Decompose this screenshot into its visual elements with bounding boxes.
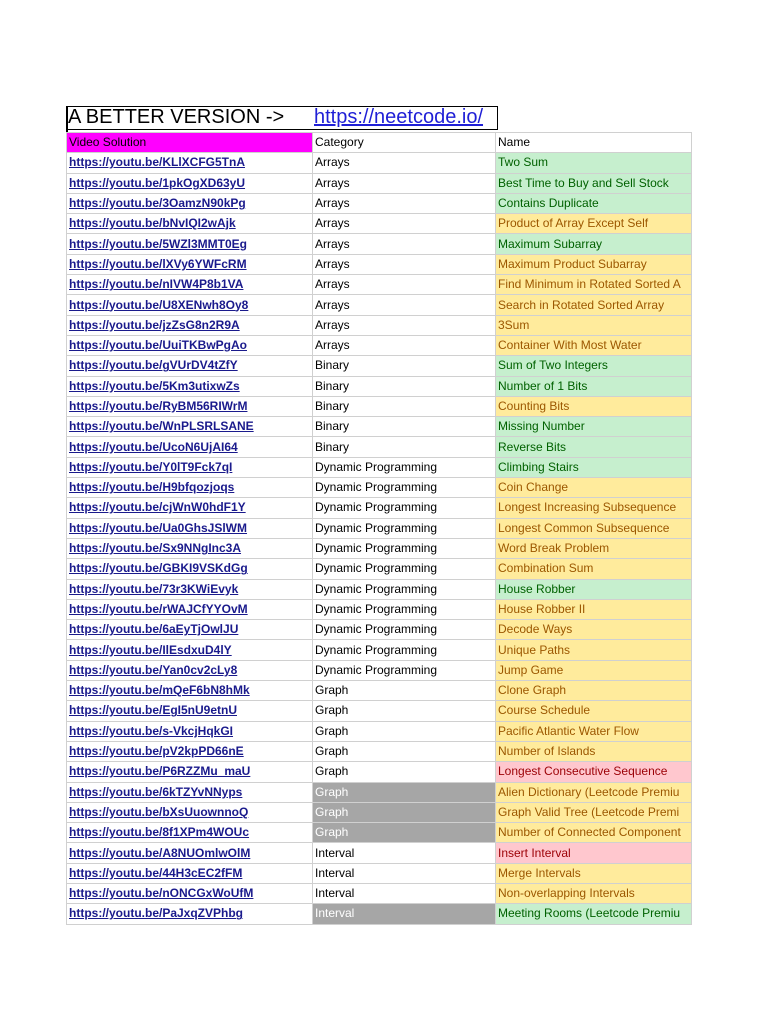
problem-name-cell[interactable]: Sum of Two Integers bbox=[496, 356, 692, 376]
video-solution-cell bbox=[67, 315, 313, 335]
video-solution-cell bbox=[67, 782, 313, 802]
category-cell[interactable]: Dynamic Programming bbox=[313, 538, 496, 558]
video-solution-cell bbox=[67, 883, 313, 903]
problem-name-cell[interactable]: Missing Number bbox=[496, 417, 692, 437]
category-cell[interactable]: Binary bbox=[313, 417, 496, 437]
video-solution-cell bbox=[67, 823, 313, 843]
video-solution-cell bbox=[67, 762, 313, 782]
category-cell[interactable]: Arrays bbox=[313, 173, 496, 193]
video-link[interactable]: https://youtu.be/Yan0cv2cLy8 bbox=[69, 662, 238, 677]
video-solution-cell bbox=[67, 863, 313, 883]
table-row bbox=[67, 457, 692, 477]
problem-name-cell[interactable]: Two Sum bbox=[496, 153, 692, 173]
category-cell[interactable]: Dynamic Programming bbox=[313, 559, 496, 579]
table-row bbox=[67, 559, 692, 579]
table-row bbox=[67, 376, 692, 396]
category-cell[interactable]: Graph bbox=[313, 823, 496, 843]
problem-name-cell[interactable]: House Robber bbox=[496, 579, 692, 599]
video-solution-cell bbox=[67, 802, 313, 822]
table-row bbox=[67, 498, 692, 518]
problem-name-cell[interactable]: Clone Graph bbox=[496, 681, 692, 701]
video-link[interactable]: https://youtu.be/Sx9NNgInc3A bbox=[69, 541, 242, 556]
problem-name-cell[interactable]: Container With Most Water bbox=[496, 335, 692, 355]
category-cell[interactable]: Dynamic Programming bbox=[313, 640, 496, 660]
video-link[interactable]: https://youtu.be/nIVW4P8b1VA bbox=[69, 277, 244, 292]
video-link[interactable]: https://youtu.be/IlEsdxuD4lY bbox=[69, 642, 232, 657]
table-row bbox=[67, 153, 692, 173]
category-cell[interactable]: Arrays bbox=[313, 153, 496, 173]
video-link[interactable]: https://youtu.be/73r3KWiEvyk bbox=[69, 581, 239, 596]
video-link[interactable]: https://youtu.be/cjWnW0hdF1Y bbox=[69, 500, 246, 515]
video-link[interactable]: https://youtu.be/8f1XPm4WOUc bbox=[69, 825, 250, 840]
table-row bbox=[67, 782, 692, 802]
video-link[interactable]: https://youtu.be/bXsUuownnoQ bbox=[69, 804, 249, 819]
video-solution-cell bbox=[67, 498, 313, 518]
video-solution-cell bbox=[67, 356, 313, 376]
video-link[interactable]: https://youtu.be/Y0lT9Fck7qI bbox=[69, 459, 233, 474]
table-row bbox=[67, 478, 692, 498]
video-link[interactable]: https://youtu.be/6aEyTjOwlJU bbox=[69, 622, 239, 637]
neetcode-link[interactable]: https://neetcode.io/ bbox=[314, 106, 484, 128]
problem-name-cell[interactable]: Number of Islands bbox=[496, 741, 692, 761]
problem-name-cell[interactable]: Longest Consecutive Sequence bbox=[496, 762, 692, 782]
video-solution-cell bbox=[67, 153, 313, 173]
video-solution-cell bbox=[67, 741, 313, 761]
video-link[interactable]: https://youtu.be/5WZl3MMT0Eg bbox=[69, 236, 247, 251]
video-solution-cell bbox=[67, 660, 313, 680]
table-row bbox=[67, 396, 692, 416]
problem-name-cell[interactable]: Alien Dictionary (Leetcode Premiu bbox=[496, 782, 692, 802]
video-solution-cell bbox=[67, 457, 313, 477]
problem-name-cell[interactable]: Search in Rotated Sorted Array bbox=[496, 295, 692, 315]
category-cell[interactable]: Dynamic Programming bbox=[313, 518, 496, 538]
category-cell[interactable]: Arrays bbox=[313, 335, 496, 355]
video-solution-cell bbox=[67, 173, 313, 193]
problems-table bbox=[66, 132, 692, 925]
problem-name-cell[interactable]: Coin Change bbox=[496, 478, 692, 498]
problem-name-cell[interactable]: Number of 1 Bits bbox=[496, 376, 692, 396]
table-row bbox=[67, 863, 692, 883]
category-cell[interactable]: Graph bbox=[313, 741, 496, 761]
header-row bbox=[67, 133, 692, 153]
video-solution-cell bbox=[67, 579, 313, 599]
category-cell[interactable]: Dynamic Programming bbox=[313, 620, 496, 640]
problem-name-cell[interactable]: Course Schedule bbox=[496, 701, 692, 721]
video-solution-cell bbox=[67, 234, 313, 254]
video-link[interactable]: https://youtu.be/pV2kpPD66nE bbox=[69, 744, 244, 759]
table-row bbox=[67, 721, 692, 741]
table-row bbox=[67, 640, 692, 660]
video-solution-cell bbox=[67, 620, 313, 640]
video-solution-cell bbox=[67, 335, 313, 355]
video-link[interactable]: https://youtu.be/rWAJCfYYOvM bbox=[69, 601, 248, 616]
category-cell[interactable]: Arrays bbox=[313, 315, 496, 335]
video-link[interactable]: https://youtu.be/U8XENwh8Oy8 bbox=[69, 297, 249, 312]
problem-name-cell[interactable]: Best Time to Buy and Sell Stock bbox=[496, 173, 692, 193]
video-solution-cell bbox=[67, 254, 313, 274]
table-row bbox=[67, 802, 692, 822]
category-cell[interactable]: Graph bbox=[313, 701, 496, 721]
problem-name-cell[interactable]: 3Sum bbox=[496, 315, 692, 335]
table-row bbox=[67, 823, 692, 843]
video-solution-cell bbox=[67, 478, 313, 498]
table-row bbox=[67, 356, 692, 376]
problem-name-cell[interactable]: Number of Connected Component bbox=[496, 823, 692, 843]
table-row bbox=[67, 437, 692, 457]
category-cell[interactable]: Binary bbox=[313, 376, 496, 396]
table-row bbox=[67, 620, 692, 640]
video-solution-cell bbox=[67, 640, 313, 660]
video-link[interactable]: https://youtu.be/A8NUOmlwOlM bbox=[69, 845, 251, 860]
problem-name-cell[interactable]: Non-overlapping Intervals bbox=[496, 883, 692, 903]
table-row bbox=[67, 660, 692, 680]
video-solution-cell bbox=[67, 681, 313, 701]
video-link[interactable]: https://youtu.be/s-VkcjHqkGI bbox=[69, 723, 234, 738]
video-link[interactable]: https://youtu.be/gVUrDV4tZfY bbox=[69, 358, 238, 373]
category-cell[interactable]: Binary bbox=[313, 356, 496, 376]
category-cell[interactable]: Arrays bbox=[313, 214, 496, 234]
category-cell[interactable]: Interval bbox=[313, 843, 496, 863]
table-row bbox=[67, 417, 692, 437]
video-solution-cell bbox=[67, 559, 313, 579]
category-cell[interactable]: Graph bbox=[313, 681, 496, 701]
category-cell[interactable]: Arrays bbox=[313, 254, 496, 274]
problem-name-cell[interactable]: Graph Valid Tree (Leetcode Premi bbox=[496, 802, 692, 822]
table-row bbox=[67, 741, 692, 761]
problem-name-cell[interactable]: Longest Increasing Subsequence bbox=[496, 498, 692, 518]
header-name[interactable]: Name bbox=[496, 133, 692, 153]
category-cell[interactable]: Graph bbox=[313, 762, 496, 782]
video-solution-cell bbox=[67, 721, 313, 741]
table-row bbox=[67, 254, 692, 274]
table-row bbox=[67, 275, 692, 295]
category-cell[interactable]: Dynamic Programming bbox=[313, 579, 496, 599]
problem-name-cell[interactable]: Jump Game bbox=[496, 660, 692, 680]
video-solution-cell bbox=[67, 843, 313, 863]
problem-name-cell[interactable]: Climbing Stairs bbox=[496, 457, 692, 477]
video-solution-cell bbox=[67, 417, 313, 437]
table-row bbox=[67, 315, 692, 335]
video-solution-cell bbox=[67, 904, 313, 924]
video-link[interactable]: https://youtu.be/KLlXCFG5TnA bbox=[69, 155, 245, 170]
table-row bbox=[67, 295, 692, 315]
category-cell[interactable]: Interval bbox=[313, 883, 496, 903]
category-cell[interactable]: Graph bbox=[313, 802, 496, 822]
video-link[interactable]: https://youtu.be/PaJxqZVPhbg bbox=[69, 906, 244, 921]
category-cell[interactable]: Arrays bbox=[313, 295, 496, 315]
category-cell[interactable]: Dynamic Programming bbox=[313, 498, 496, 518]
category-cell[interactable]: Graph bbox=[313, 782, 496, 802]
table-row bbox=[67, 214, 692, 234]
table-row bbox=[67, 518, 692, 538]
video-link[interactable]: https://youtu.be/Ua0GhsJSlWM bbox=[69, 520, 248, 535]
video-solution-cell bbox=[67, 193, 313, 213]
category-cell[interactable]: Arrays bbox=[313, 193, 496, 213]
video-solution-cell bbox=[67, 701, 313, 721]
header-category[interactable]: Category bbox=[313, 133, 496, 153]
table-row bbox=[67, 762, 692, 782]
video-link[interactable]: https://youtu.be/UuiTKBwPgAo bbox=[69, 338, 247, 353]
problem-name-cell[interactable]: Pacific Atlantic Water Flow bbox=[496, 721, 692, 741]
table-row bbox=[67, 234, 692, 254]
video-link[interactable]: https://youtu.be/6kTZYvNNyps bbox=[69, 784, 243, 799]
table-row bbox=[67, 681, 692, 701]
table-row bbox=[67, 883, 692, 903]
video-link[interactable]: https://youtu.be/mQeF6bN8hMk bbox=[69, 683, 250, 698]
video-solution-cell bbox=[67, 376, 313, 396]
video-solution-cell bbox=[67, 599, 313, 619]
category-cell[interactable]: Arrays bbox=[313, 275, 496, 295]
category-cell[interactable]: Interval bbox=[313, 904, 496, 924]
video-link[interactable]: https://youtu.be/bNvIQI2wAjk bbox=[69, 216, 236, 231]
video-link[interactable]: https://youtu.be/WnPLSRLSANE bbox=[69, 419, 254, 434]
problem-name-cell[interactable]: Word Break Problem bbox=[496, 538, 692, 558]
category-cell[interactable]: Dynamic Programming bbox=[313, 478, 496, 498]
video-link[interactable]: https://youtu.be/jzZsG8n2R9A bbox=[69, 317, 240, 332]
video-solution-cell bbox=[67, 275, 313, 295]
problem-name-cell[interactable]: Maximum Product Subarray bbox=[496, 254, 692, 274]
video-link[interactable]: https://youtu.be/EgI5nU9etnU bbox=[69, 703, 237, 718]
problem-name-cell[interactable]: Maximum Subarray bbox=[496, 234, 692, 254]
video-link[interactable]: https://youtu.be/44H3cEC2fFM bbox=[69, 865, 243, 880]
problem-name-cell[interactable]: Longest Common Subsequence bbox=[496, 518, 692, 538]
video-link[interactable]: https://youtu.be/5Km3utixwZs bbox=[69, 378, 240, 393]
problem-name-cell[interactable]: House Robber II bbox=[496, 599, 692, 619]
problem-name-cell[interactable]: Contains Duplicate bbox=[496, 193, 692, 213]
problem-name-cell[interactable]: Decode Ways bbox=[496, 620, 692, 640]
video-solution-cell bbox=[67, 437, 313, 457]
category-cell[interactable]: Arrays bbox=[313, 234, 496, 254]
video-solution-cell bbox=[67, 396, 313, 416]
table-row bbox=[67, 701, 692, 721]
video-link[interactable]: https://youtu.be/1pkOgXD63yU bbox=[69, 175, 246, 190]
problem-name-cell[interactable]: Meeting Rooms (Leetcode Premiu bbox=[496, 904, 692, 924]
problem-name-cell[interactable]: Reverse Bits bbox=[496, 437, 692, 457]
video-link[interactable]: https://youtu.be/P6RZZMu_maU bbox=[69, 764, 251, 779]
table-row bbox=[67, 599, 692, 619]
category-cell[interactable]: Dynamic Programming bbox=[313, 660, 496, 680]
problem-name-cell[interactable]: Insert Interval bbox=[496, 843, 692, 863]
table-row bbox=[67, 173, 692, 193]
table-row bbox=[67, 193, 692, 213]
video-solution-cell bbox=[67, 518, 313, 538]
table-row bbox=[67, 538, 692, 558]
table-row bbox=[67, 843, 692, 863]
video-link[interactable]: https://youtu.be/H9bfqozjoqs bbox=[69, 480, 235, 495]
problem-name-cell[interactable]: Combination Sum bbox=[496, 559, 692, 579]
banner-text: A BETTER VERSION -> bbox=[68, 106, 285, 128]
header-video-solution[interactable]: Video Solution bbox=[67, 133, 313, 153]
category-cell[interactable]: Interval bbox=[313, 863, 496, 883]
problem-name-cell[interactable]: Unique Paths bbox=[496, 640, 692, 660]
video-link[interactable]: https://youtu.be/lXVy6YWFcRM bbox=[69, 256, 247, 271]
category-cell[interactable]: Dynamic Programming bbox=[313, 457, 496, 477]
problem-name-cell[interactable]: Product of Array Except Self bbox=[496, 214, 692, 234]
problem-name-cell[interactable]: Counting Bits bbox=[496, 396, 692, 416]
problem-name-cell[interactable]: Merge Intervals bbox=[496, 863, 692, 883]
table-row bbox=[67, 335, 692, 355]
category-cell[interactable]: Graph bbox=[313, 721, 496, 741]
table-row bbox=[67, 579, 692, 599]
video-link[interactable]: https://youtu.be/UcoN6UjAI64 bbox=[69, 439, 238, 454]
video-solution-cell bbox=[67, 214, 313, 234]
video-link[interactable]: https://youtu.be/GBKI9VSKdGg bbox=[69, 561, 248, 576]
video-link[interactable]: https://youtu.be/RyBM56RIWrM bbox=[69, 399, 248, 413]
video-solution-cell bbox=[67, 538, 313, 558]
category-cell[interactable]: Dynamic Programming bbox=[313, 599, 496, 619]
video-link[interactable]: https://youtu.be/nONCGxWoUfM bbox=[69, 886, 254, 901]
category-cell[interactable]: Binary bbox=[313, 437, 496, 457]
table-row bbox=[67, 904, 692, 924]
category-cell[interactable]: Binary bbox=[313, 396, 496, 416]
video-link[interactable]: https://youtu.be/3OamzN90kPg bbox=[69, 196, 246, 211]
problem-name-cell[interactable]: Find Minimum in Rotated Sorted A bbox=[496, 275, 692, 295]
video-solution-cell bbox=[67, 295, 313, 315]
